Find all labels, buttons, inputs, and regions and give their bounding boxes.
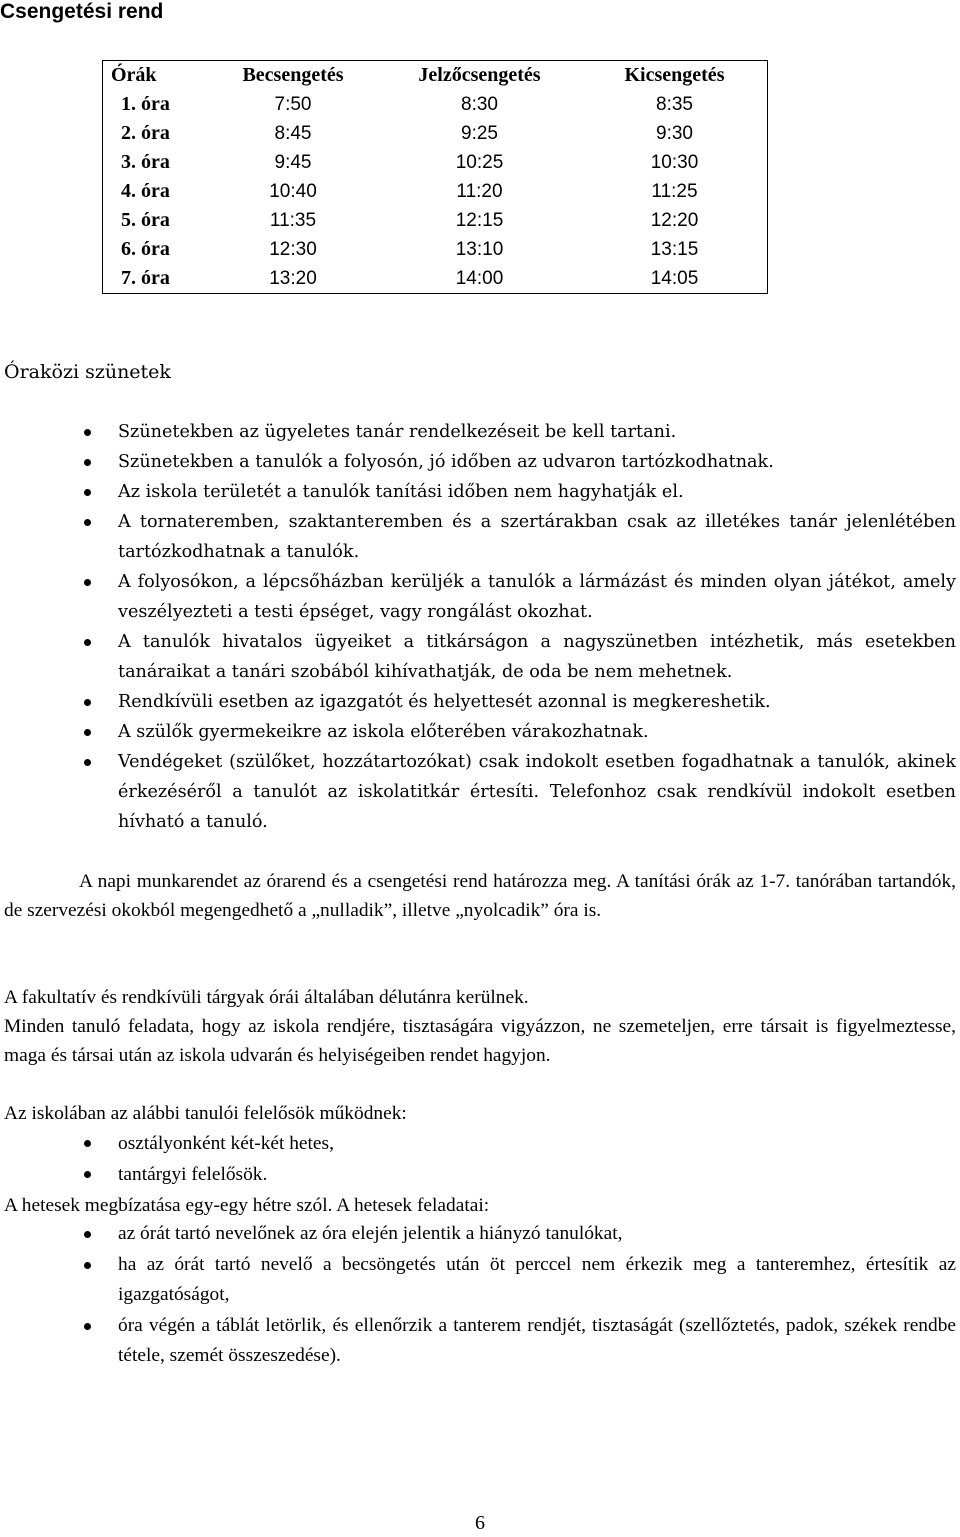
start-cell: 11:35 [269, 210, 317, 231]
end-cell: 13:15 [650, 239, 699, 260]
header-signal-bell: Jelzőcsengetés [418, 64, 541, 86]
end-cell: 9:30 [656, 123, 693, 144]
paragraph-responsibles-intro: Az iskolában az alábbi tanulói felelősök működnek: [4, 1103, 407, 1124]
list-item: tantárgyi felelősök. [0, 1159, 956, 1190]
breaks-rules-list [0, 417, 956, 837]
table-row [103, 264, 768, 294]
lesson-cell: 6. óra [121, 238, 170, 260]
paragraph-electives: A fakultatív és rendkívüli tárgyak órái általában délutánra kerülnek. [4, 987, 529, 1008]
signal-cell: 14:00 [455, 268, 504, 289]
end-cell: 10:30 [650, 152, 699, 173]
list-item: ha az órát tartó nevelő a becsöngetés után öt perccel nem érkezik meg a tanteremhez, értesítik az igazgatóságot, [0, 1250, 956, 1310]
start-cell: 8:45 [274, 123, 312, 144]
section-heading-breaks: Óraközi szünetek [4, 361, 171, 383]
signal-cell: 11:20 [456, 181, 503, 202]
table-row [103, 90, 768, 119]
list-item: A folyosókon, a lépcsőházban kerüljék a tanulók a lármázást és minden olyan játékot, amely veszélyezteti a testi épséget, vagy rongálást okozhat. [0, 567, 956, 627]
end-cell: 8:35 [656, 94, 693, 115]
header-lessons: Órák [111, 64, 157, 86]
start-cell: 7:50 [274, 94, 312, 115]
list-item: Szünetekben a tanulók a folyosón, jó időben az udvaron tartózkodhatnak. [0, 447, 956, 477]
end-cell: 12:20 [650, 210, 699, 231]
list-item: az órát tartó nevelőnek az óra elején jelentik a hiányzó tanulókat, [0, 1219, 956, 1249]
paragraph-cleanliness: Minden tanuló feladata, hogy az iskola rendjére, tisztaságára vigyázzon, ne szemeteljen, erre társait is figyelmeztesse, maga és társai után az iskola udvarán és helyiségeiben rendet hagyjon. [4, 1016, 956, 1066]
list-item: Az iskola területét a tanulók tanítási időben nem hagyhatják el. [0, 477, 956, 507]
end-cell: 11:25 [651, 181, 698, 202]
start-cell: 9:45 [274, 152, 312, 173]
start-cell: 12:30 [269, 239, 317, 260]
list-item: Szünetekben az ügyeletes tanár rendelkezéseit be kell tartani. [0, 417, 956, 447]
paragraph-duties-intro: A hetesek megbízatása egy-egy hétre szól. A hetesek feladatai: [4, 1195, 490, 1216]
table-row [103, 206, 768, 235]
start-cell: 10:40 [269, 181, 317, 202]
header-end-bell: Kicsengetés [624, 64, 725, 86]
signal-cell: 9:25 [461, 123, 498, 144]
list-item: A tornateremben, szaktanteremben és a szertárakban csak az illetékes tanár jelenlétében tartózkodhatnak a tanulók. [0, 507, 956, 567]
lesson-cell: 5. óra [121, 209, 170, 231]
page-number: 6 [475, 1512, 485, 1534]
responsibles-list [0, 1128, 956, 1190]
lesson-cell: 7. óra [121, 267, 170, 289]
list-item: A tanulók hivatalos ügyeiket a titkárságon a nagyszünetben intézhetik, más esetekben tanáraikat a tanári szobából kihívathatják, de oda be nem mehetnek. [0, 627, 956, 687]
table-row [103, 119, 768, 148]
header-start-bell: Becsengetés [242, 64, 344, 86]
lesson-cell: 1. óra [121, 93, 170, 115]
duties-list [0, 1219, 956, 1372]
list-item: osztályonként két-két hetes, [0, 1128, 956, 1159]
table-row [103, 177, 768, 206]
table-row [103, 148, 768, 177]
end-cell: 14:05 [650, 268, 699, 289]
lesson-cell: 2. óra [121, 122, 170, 144]
table-header-row [103, 61, 768, 91]
list-item: Vendégeket (szülőket, hozzátartozókat) csak indokolt esetben fogadhatnak a tanulók, akinek érkezéséről a tanulót az iskolatitkár értesíti. Telefonhoz csak rendkívül indokolt esetben hívható a tanuló. [0, 747, 956, 837]
list-item: Rendkívüli esetben az igazgatót és helyettesét azonnal is megkereshetik. [0, 687, 956, 717]
list-item: óra végén a táblát letörlik, és ellenőrzik a tanterem rendjét, tisztaságát (szellőztetés, padok, székek rendbe tétele, szemét összeszedése). [0, 1311, 956, 1371]
start-cell: 13:20 [269, 268, 317, 289]
signal-cell: 8:30 [461, 94, 498, 115]
page-title: Csengetési rend [0, 0, 164, 23]
signal-cell: 12:15 [455, 210, 504, 231]
paragraph-daily-schedule: A napi munkarendet az órarend és a csengetési rend határozza meg. A tanítási órák az 1-7. tanórában tartandók, de szervezési okokból megengedhető a „nulladik”, illetve „nyolcadik” óra is. [4, 871, 956, 921]
lesson-cell: 3. óra [121, 151, 170, 173]
list-item: A szülők gyermekeikre az iskola előterében várakozhatnak. [0, 717, 956, 747]
signal-cell: 10:25 [455, 152, 504, 173]
lesson-cell: 4. óra [121, 180, 170, 202]
signal-cell: 13:10 [455, 239, 504, 260]
table-row [103, 235, 768, 264]
bell-schedule-table [102, 60, 768, 294]
